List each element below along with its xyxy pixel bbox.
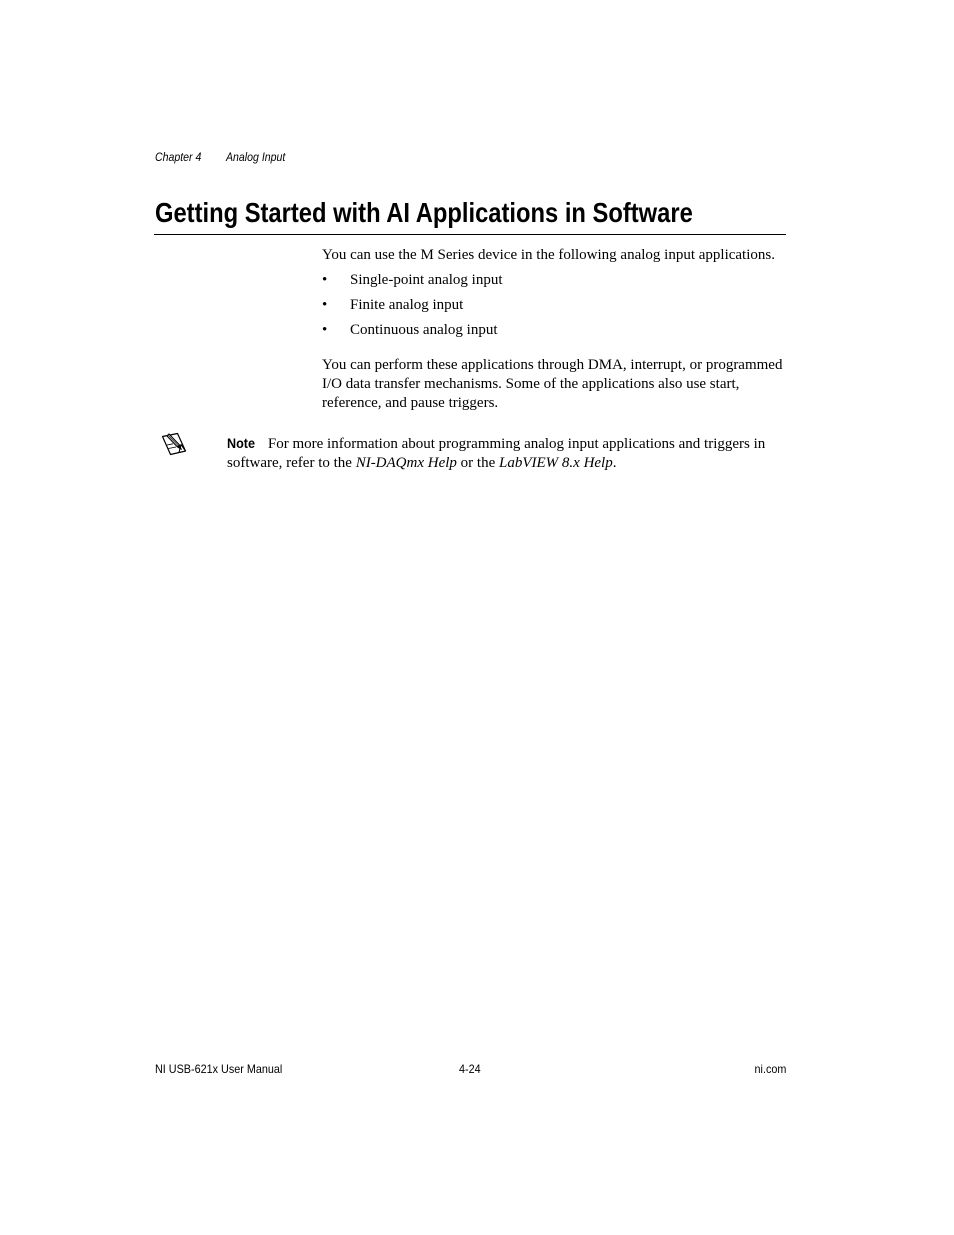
title-rule [154, 234, 786, 235]
transfer-paragraph: You can perform these applications through DMA, interrupt, or programmed I/O data transfer mechanisms. Some of the applications also use start, reference, and pause triggers. [322, 357, 783, 411]
application-list [322, 271, 792, 346]
note-label: Note [227, 435, 256, 451]
intro-paragraph: You can use the M Series device in the following analog input applications. [322, 247, 775, 263]
note-pencil-icon [161, 431, 189, 457]
body-text [322, 246, 792, 413]
footer-website: ni.com [754, 1062, 786, 1076]
bullet-icon: • [322, 272, 328, 288]
note-text-mid: or the [456, 455, 499, 471]
note-text: For more information about programming analog input applications and triggers in software, refer to the [227, 436, 766, 471]
list-item: • Finite analog input [322, 297, 464, 313]
bullet-icon: • [322, 322, 328, 338]
list-item: • Continuous analog input [322, 322, 498, 338]
note-text-end: . [612, 455, 617, 471]
bullet-icon: • [322, 297, 328, 313]
running-header [155, 150, 285, 164]
section-label: Analog Input [226, 150, 286, 164]
ref-labview-help: LabVIEW 8.x Help [499, 455, 613, 471]
list-item: • Single-point analog input [322, 272, 503, 288]
footer-manual-title: NI USB-621x User Manual [155, 1062, 283, 1076]
ref-nidaqmx-help: NI-DAQmx Help [355, 455, 457, 471]
chapter-label: Chapter 4 [155, 150, 202, 164]
footer-page-number: 4-24 [459, 1062, 481, 1076]
note-block [227, 434, 789, 473]
page-title: Getting Started with AI Applications in Software [155, 197, 693, 228]
